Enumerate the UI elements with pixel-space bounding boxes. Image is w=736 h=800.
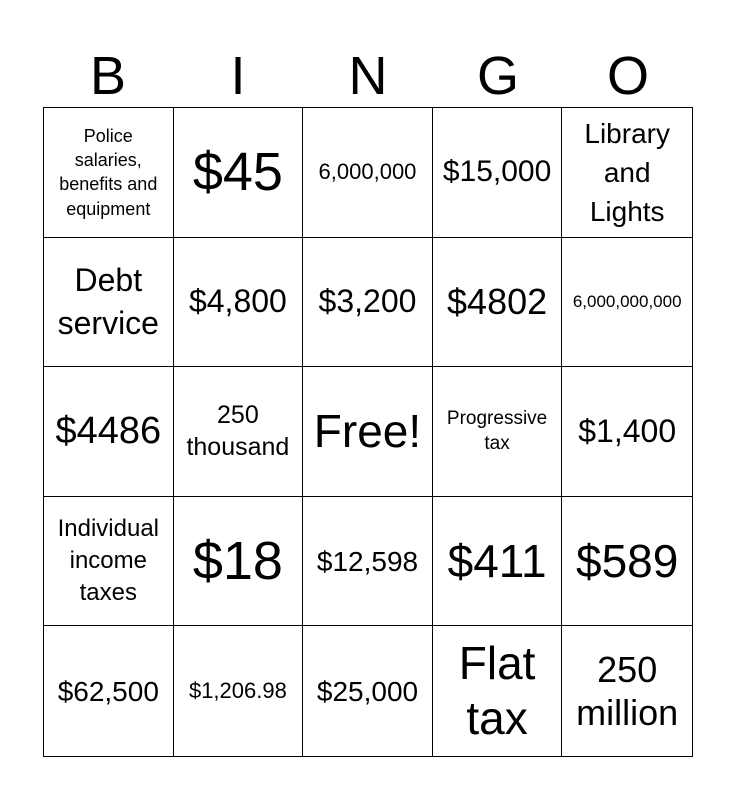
cell-text: $25,000 xyxy=(316,675,419,707)
bingo-cell-r1c1[interactable] xyxy=(44,108,174,238)
cell-text: $4802 xyxy=(447,281,548,323)
bingo-cell-r1c5[interactable] xyxy=(562,108,692,238)
cell-text: $3,200 xyxy=(318,283,417,320)
cell-text: $1,206.98 xyxy=(188,678,287,704)
cell-text: Library and Lights xyxy=(584,117,670,227)
cell-text: $1,400 xyxy=(578,412,677,449)
bingo-cell-r3c3-free[interactable] xyxy=(303,367,433,497)
bingo-cell-r3c1[interactable] xyxy=(44,367,174,497)
cell-text: $45 xyxy=(192,142,283,203)
bingo-cell-r4c2[interactable] xyxy=(174,497,304,627)
cell-text: $18 xyxy=(192,531,283,592)
cell-text: $62,500 xyxy=(57,675,159,707)
free-space-text: Free! xyxy=(313,404,422,457)
bingo-cell-r4c1[interactable] xyxy=(44,497,174,627)
cell-text: 6,000,000,000 xyxy=(572,291,682,311)
cell-text: $4,800 xyxy=(188,283,287,320)
bingo-cell-r5c4[interactable] xyxy=(433,626,563,756)
header-letter-i: I xyxy=(230,46,246,106)
bingo-cell-r1c2[interactable] xyxy=(174,108,304,238)
cell-text: 6,000,000 xyxy=(318,159,417,185)
bingo-header xyxy=(43,44,693,108)
bingo-cell-r1c4[interactable] xyxy=(433,108,563,238)
header-letter-n: N xyxy=(348,46,388,106)
bingo-cell-r3c5[interactable] xyxy=(562,367,692,497)
header-letter-b: B xyxy=(89,46,127,106)
bingo-cell-r5c5[interactable] xyxy=(562,626,692,756)
bingo-cell-r2c2[interactable] xyxy=(174,238,304,368)
cell-text: Police salaries, benefits and equipment xyxy=(59,125,158,219)
bingo-cell-r1c3[interactable] xyxy=(303,108,433,238)
bingo-cell-r2c4[interactable] xyxy=(433,238,563,368)
cell-text: 250 million xyxy=(576,649,679,734)
header-letter-o: O xyxy=(606,46,649,106)
cell-text: $15,000 xyxy=(442,155,552,189)
cell-text: $589 xyxy=(576,534,679,587)
cell-text: $411 xyxy=(447,534,547,587)
bingo-cell-r2c5[interactable] xyxy=(562,238,692,368)
bingo-cell-r3c4[interactable] xyxy=(433,367,563,497)
bingo-cell-r5c2[interactable] xyxy=(174,626,304,756)
bingo-cell-r4c5[interactable] xyxy=(562,497,692,627)
cell-text: Flat tax xyxy=(458,637,536,745)
bingo-cell-r5c1[interactable] xyxy=(44,626,174,756)
cell-text: $12,598 xyxy=(316,545,419,577)
bingo-cell-r4c3[interactable] xyxy=(303,497,433,627)
cell-text: Debt service xyxy=(57,261,159,341)
cell-text: Individual income taxes xyxy=(57,514,159,607)
bingo-cell-r5c3[interactable] xyxy=(303,626,433,756)
cell-text: Progressive tax xyxy=(446,407,548,455)
bingo-cell-r2c3[interactable] xyxy=(303,238,433,368)
bingo-board xyxy=(43,107,693,757)
cell-text: 250 thousand xyxy=(186,400,290,462)
bingo-cell-r3c2[interactable] xyxy=(174,367,304,497)
bingo-cell-r2c1[interactable] xyxy=(44,238,174,368)
header-letter-g: G xyxy=(476,46,519,106)
bingo-cell-r4c4[interactable] xyxy=(433,497,563,627)
cell-text: $4486 xyxy=(55,409,162,452)
